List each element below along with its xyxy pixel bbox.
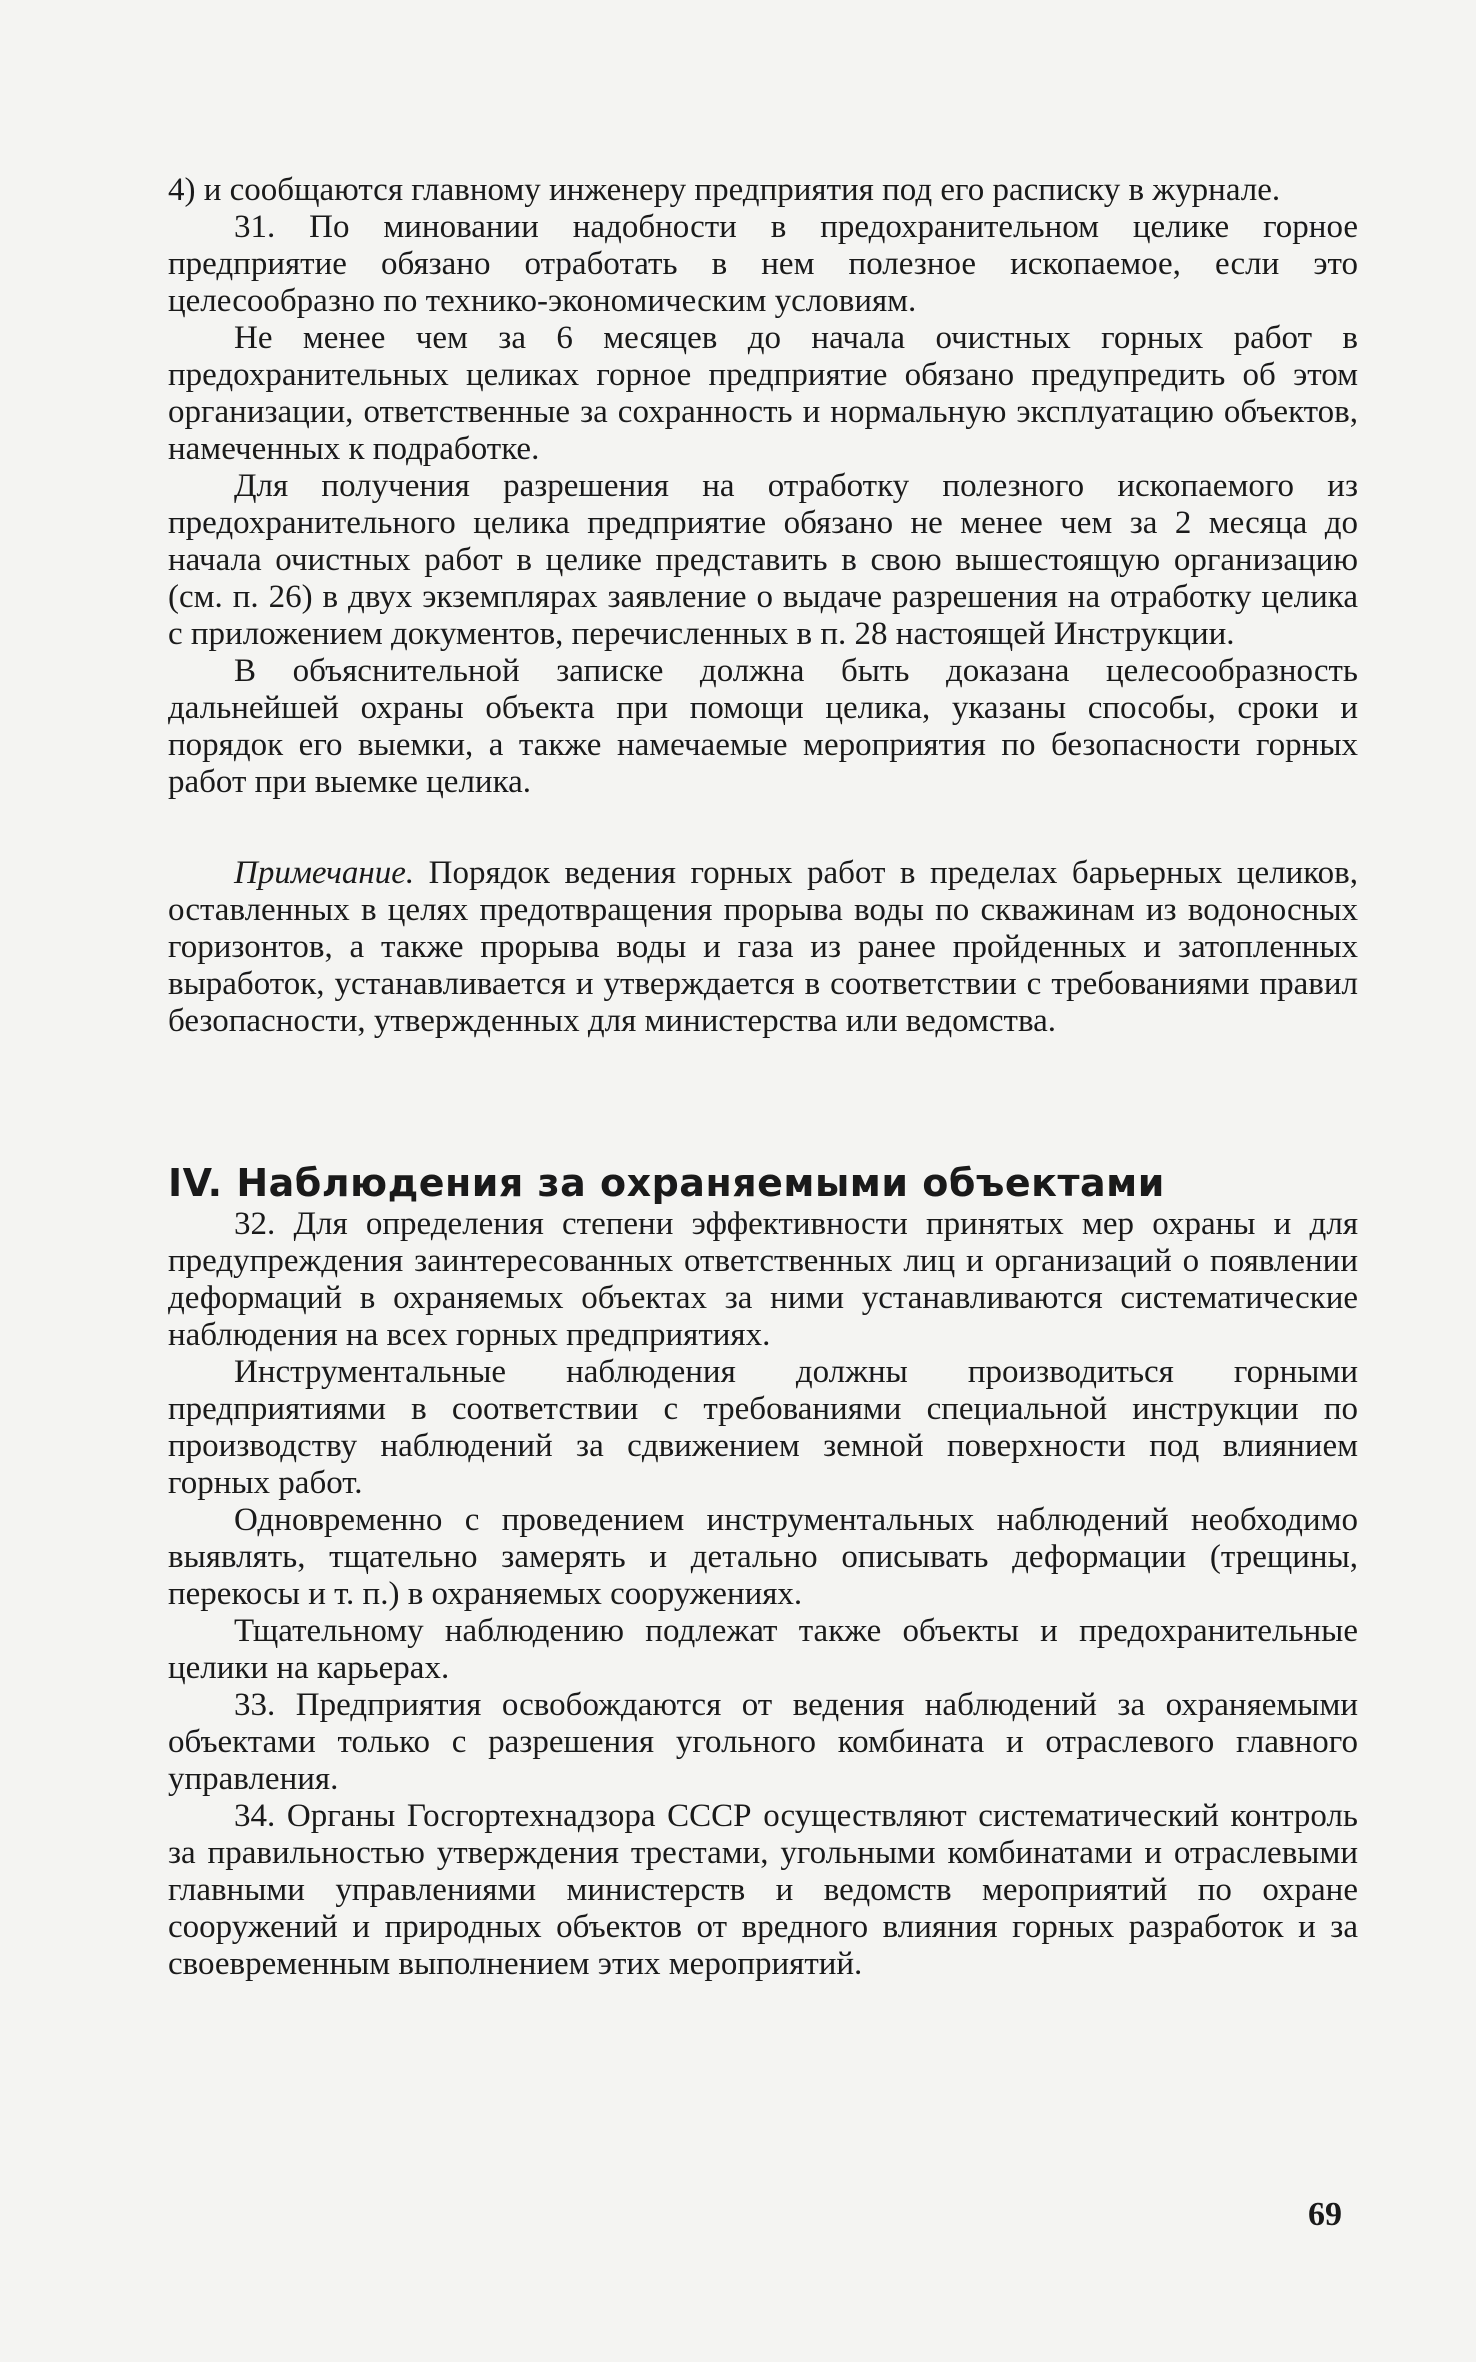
section-heading: IV. Наблюдения за охраняемыми объектами	[168, 1161, 1165, 1205]
page-content	[168, 172, 1358, 1983]
paragraph-31: 31. По миновании надобности в предохранительном целике горное предприятие обязано отработать в нем полезное ископаемое, если это целесообразно по технико-экономическим условиям.	[168, 209, 1358, 319]
paragraph-34: 34. Органы Госгортехнадзора СССР осуществляют систематический контроль за правильностью утверждения трестами, угольными комбинатами и отраслевыми главными управлениями министерств и ведомств мероприятий по охране сооружений и природных объектов от вредного влияния горных разработок и за своевременным выполнением этих мероприятий.	[168, 1798, 1358, 1982]
note-text: Порядок ведения горных работ в пределах барьерных целиков, оставленных в целях предотвращения прорыва воды по скважинам из водоносных горизонтов, а также прорыва воды и газа из ранее пройденных и затопленных выработок, устанавливается и утверждается в соответствии с требованиями правил безопасности, утвержденных для министерства или ведомства.	[168, 855, 1358, 1039]
paragraph-33: 33. Предприятия освобождаются от ведения наблюдений за охраняемыми объектами только с разрешения угольного комбината и отраслевого главного управления.	[168, 1687, 1358, 1797]
paragraph-32: 32. Для определения степени эффективности принятых мер охраны и для предупреждения заинтересованных ответственных лиц и организаций о появлении деформаций в охраняемых объектах за ними устанавливаются систематические наблюдения на всех горных предприятиях.	[168, 1206, 1358, 1353]
note-paragraph	[168, 855, 1358, 1040]
page-number: 69	[1308, 2196, 1342, 2233]
paragraph-notice-6-months: Не менее чем за 6 месяцев до начала очистных горных работ в предохранительных целиках горное предприятие обязано предупредить об этом организации, ответственные за сохранность и нормальную эксплуатацию объектов, намеченных к подработке.	[168, 320, 1358, 467]
note-label: Примечание.	[234, 855, 415, 891]
paragraph-quarry-pillars: Тщательному наблюдению подлежат также объекты и предохранительные целики на карьерах.	[168, 1613, 1358, 1686]
paragraph-explanatory-note: В объяснительной записке должна быть доказана целесообразность дальнейшей охраны объекта при помощи целика, указаны способы, сроки и порядок его выемки, а также намечаемые мероприятия по безопасности горных работ при выемке целика.	[168, 653, 1358, 800]
paragraph-continuation: 4) и сообщаются главному инженеру предприятия под его расписку в журнале.	[168, 172, 1281, 208]
paragraph-instrumental-observations: Инструментальные наблюдения должны производиться горными предприятиями в соответствии с требованиями специальной инструкции по производству наблюдений за сдвижением земной поверхности под влиянием горных работ.	[168, 1354, 1358, 1501]
paragraph-permission-request: Для получения разрешения на отработку полезного ископаемого из предохранительного целика предприятие обязано не менее чем за 2 месяца до начала очистных работ в целике представить в свою вышестоящую организацию (см. п. 26) в двух экземплярах заявление о выдаче разрешения на отработку целика с приложением документов, перечисленных в п. 28 настоящей Инструкции.	[168, 468, 1358, 652]
paragraph-deformation-description: Одновременно с проведением инструментальных наблюдений необходимо выявлять, тщательно замерять и детально описывать деформации (трещины, перекосы и т. п.) в охраняемых сооружениях.	[168, 1502, 1358, 1612]
